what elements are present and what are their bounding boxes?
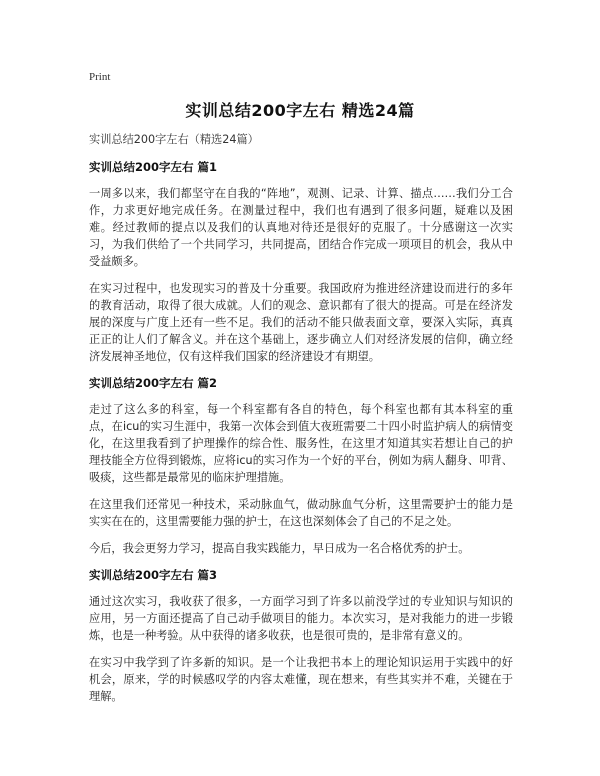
- paragraph: 在实习过程中，也发现实习的普及十分重要。我国政府为推进经济建设而进行的多年的教育活动，取得了很大成就。人们的观念、意识都有了很大的提高。可是在经济发展的深度与广度上还有一些不足。我们的活动不能只做表面文章，要深入实际，真真正正的让人们了解含义。并在这个基础上，逐步确立人们对经济发展的信仰，确立经济发展神圣地位，仅有这样我们国家的经济建设才有期望。: [89, 282, 513, 363]
- paragraph: 今后，我会更努力学习，提高自我实践能力，早日成为一名合格优秀的护士。: [89, 542, 470, 555]
- document-subtitle: 实训总结200字左右（精选24篇）: [89, 133, 259, 146]
- paragraph: 在这里我们还常见一种技术，采动脉血气，做动脉血气分析，这里需要护士的能力是实实在在的，这里需要能力强的护士，在这也深刻体会了自己的不足之处。: [89, 498, 513, 528]
- paragraph: 走过了这么多的科室，每一个科室都有各自的特色，每个科室也都有其本科室的重点，在icu的实习生涯中，我第一次体会到值大夜班需要二十四小时监护病人的病情变化，在这里我看到了护理操作的综合性、服务性，在这里才知道其实若想让自己的护理技能全方位得到锻炼，应将icu的实习作为一个好的平台，例如为病人翻身、叩背、吸痰，这些都是最常见的临床护理措施。: [89, 403, 513, 484]
- section-heading: 实训总结200字左右 篇1: [89, 160, 218, 174]
- section-2: [89, 375, 513, 557]
- section-heading: 实训总结200字左右 篇3: [89, 568, 218, 582]
- print-label: Print: [89, 71, 111, 83]
- section-heading: 实训总结200字左右 篇2: [89, 376, 218, 390]
- section-3: [89, 567, 513, 705]
- paragraph: 在实习中我学到了许多新的知识。是一个让我把书本上的理论知识运用于实践中的好机会，原来，学的时候感叹学的内容太难懂，现在想来，有些其实并不难，关键在于理解。: [89, 656, 513, 703]
- page-title: 实训总结200字左右 精选24篇: [185, 101, 415, 120]
- paragraph: 通过这次实习，我收获了很多，一方面学习到了许多以前没学过的专业知识与知识的应用，另一方面还提高了自己动手做项目的能力。本次实习，是对我能力的进一步锻炼，也是一种考验。从中获得的诸多收获，也是很可贵的，是非常有意义的。: [89, 595, 513, 642]
- paragraph: 一周多以来，我们都坚守在自我的“阵地”，观测、记录、计算、描点……我们分工合作，力求更好地完成任务。在测量过程中，我们也有遇到了很多问题，疑难以及困难。经过教师的提点以及我们的认真地对待还是很好的克服了。十分感谢这一次实习，为我们供给了一个共同学习，共同提高，团结合作完成一项项目的机会，我从中受益颇多。: [89, 187, 513, 268]
- section-1: [89, 159, 513, 365]
- document-body: [89, 131, 513, 715]
